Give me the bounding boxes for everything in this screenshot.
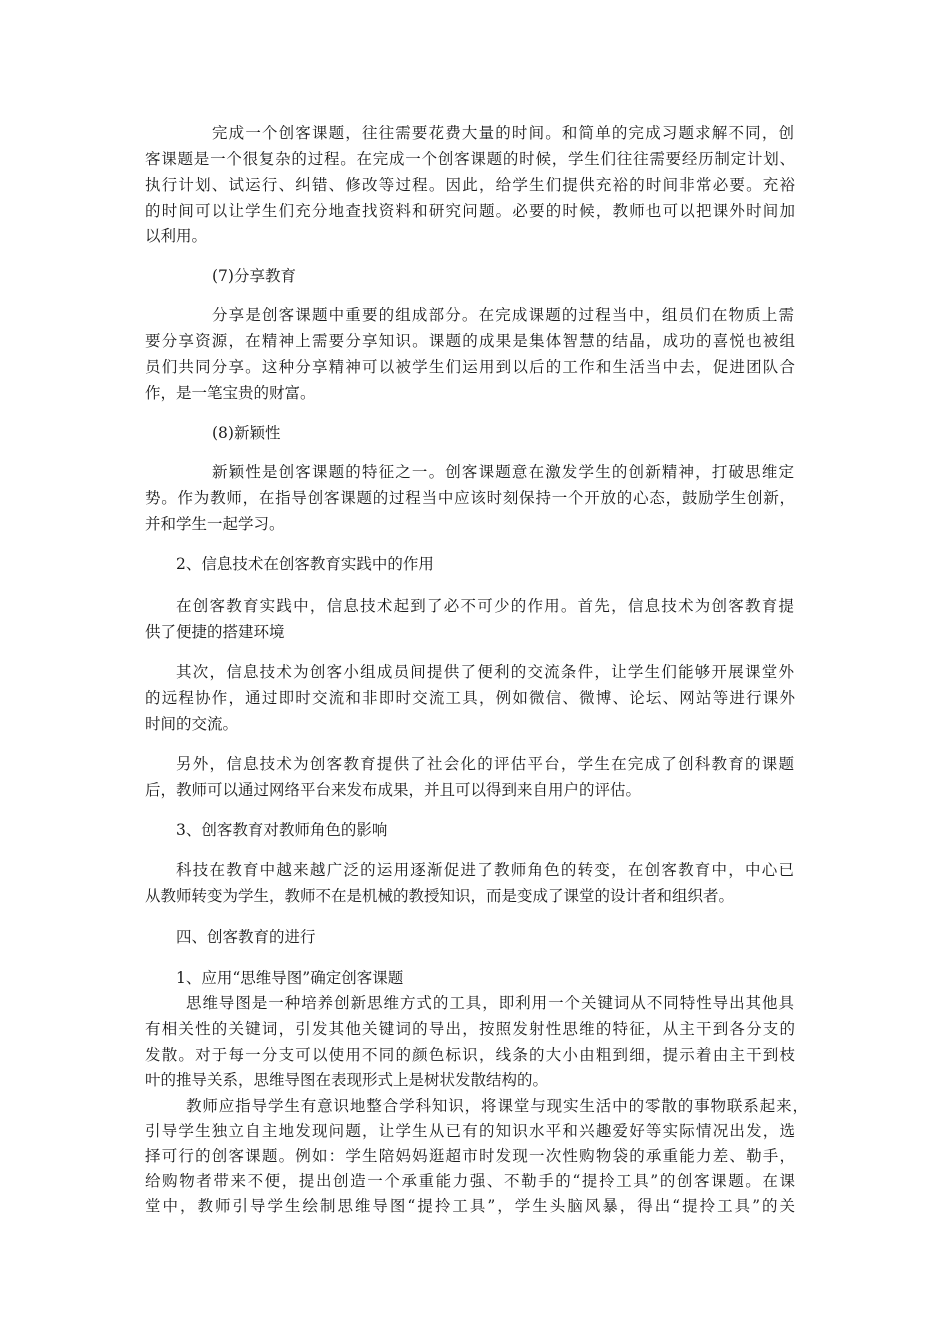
paragraph-line: 叶的推导关系，思维导图在表现形式上是树状发散结构的。 [145,1071,549,1089]
paragraph-line: 势。作为教师，在指导创客课题的过程当中应该时刻保持一个开放的心态，鼓励学生创新， [145,489,795,507]
paragraph-line: 从教师转变为学生，教师不在是机械的教授知识，而是变成了课堂的设计者和组织者。 [145,887,735,905]
paragraph-line: 择可行的创客课题。例如：学生陪妈妈逛超市时发现一次性购物袋的承重能力差、勒手， [145,1147,795,1165]
section-heading: 四、创客教育的进行 [176,928,316,946]
paragraph-line: 发散。对于每一分支可以使用不同的颜色标识，线条的大小由粗到细，提示着由主干到枝 [145,1046,795,1064]
paragraph-line: 作，是一笔宝贵的财富。 [145,384,316,402]
paragraph-line: 在创客教育实践中，信息技术起到了必不可少的作用。首先，信息技术为创客教育提 [176,597,794,615]
paragraph-line: 客课题是一个很复杂的过程。在完成一个创客课题的时候，学生们往往需要经历制定计划、 [145,150,795,168]
paragraph-line: 科技在教育中越来越广泛的运用逐渐促进了教师角色的转变，在创客教育中，中心已 [176,861,794,879]
paragraph-line: 给购物者带来不便，提出创造一个承重能力强、不勒手的“提拎工具”的创客课题。在课 [145,1172,795,1190]
paragraph-line: 教师应指导学生有意识地整合学科知识，将课堂与现实生活中的零散的事物联系起来， [186,1097,808,1115]
paragraph-line: 堂中，教师引导学生绘制思维导图“提拎工具”，学生头脑风暴，得出“提拎工具”的关 [145,1197,795,1215]
paragraph-line: 要分享资源，在精神上需要分享知识。课题的成果是集体智慧的结晶，成功的喜悦也被组 [145,332,795,350]
section-heading: 3、创客教育对教师角色的影响 [176,821,388,839]
paragraph-line: 的时间可以让学生们充分地查找资料和研究问题。必要的时候，教师也可以把课外时间加 [145,202,795,220]
paragraph-line: 分享是创客课题中重要的组成部分。在完成课题的过程当中，组员们在物质上需 [212,306,794,324]
section-heading: 1、应用“思维导图”确定创客课题 [176,969,404,987]
paragraph-line: 以利用。 [145,227,208,245]
paragraph-line: 供了便捷的搭建环境 [145,623,285,641]
section-heading: (7)分享教育 [212,267,296,285]
section-heading: (8)新颖性 [212,424,281,442]
paragraph-line: 时间的交流。 [145,715,239,733]
paragraph-line: 执行计划、试运行、纠错、修改等过程。因此，给学生们提供充裕的时间非常必要。充裕 [145,176,795,194]
paragraph-line: 有相关性的关键词，引发其他关键词的导出，按照发射性思维的特征，从主干到各分支的 [145,1020,795,1038]
paragraph-line: 的远程协作，通过即时交流和非即时交流工具，例如微信、微博、论坛、网站等进行课外 [145,689,795,707]
paragraph-line: 新颖性是创客课题的特征之一。创客课题意在激发学生的创新精神，打破思维定 [212,463,794,481]
paragraph-line: 另外，信息技术为创客教育提供了社会化的评估平台，学生在完成了创科教育的课题 [176,755,794,773]
paragraph-line: 思维导图是一种培养创新思维方式的工具，即利用一个关键词从不同特性导出其他具 [186,994,794,1012]
paragraph-line: 完成一个创客课题，往往需要花费大量的时间。和简单的完成习题求解不同，创 [212,124,794,142]
paragraph-line: 其次，信息技术为创客小组成员间提供了便利的交流条件，让学生们能够开展课堂外 [176,663,794,681]
paragraph-line: 员们共同分享。这种分享精神可以被学生们运用到以后的工作和生活当中去，促进团队合 [145,358,795,376]
paragraph-line: 并和学生一起学习。 [145,515,285,533]
section-heading: 2、信息技术在创客教育实践中的作用 [176,555,434,573]
paragraph-line: 后，教师可以通过网络平台来发布成果，并且可以得到来自用户的评估。 [145,781,642,799]
paragraph-line: 引导学生独立自主地发现问题，让学生从已有的知识水平和兴趣爱好等实际情况出发，选 [145,1122,795,1140]
